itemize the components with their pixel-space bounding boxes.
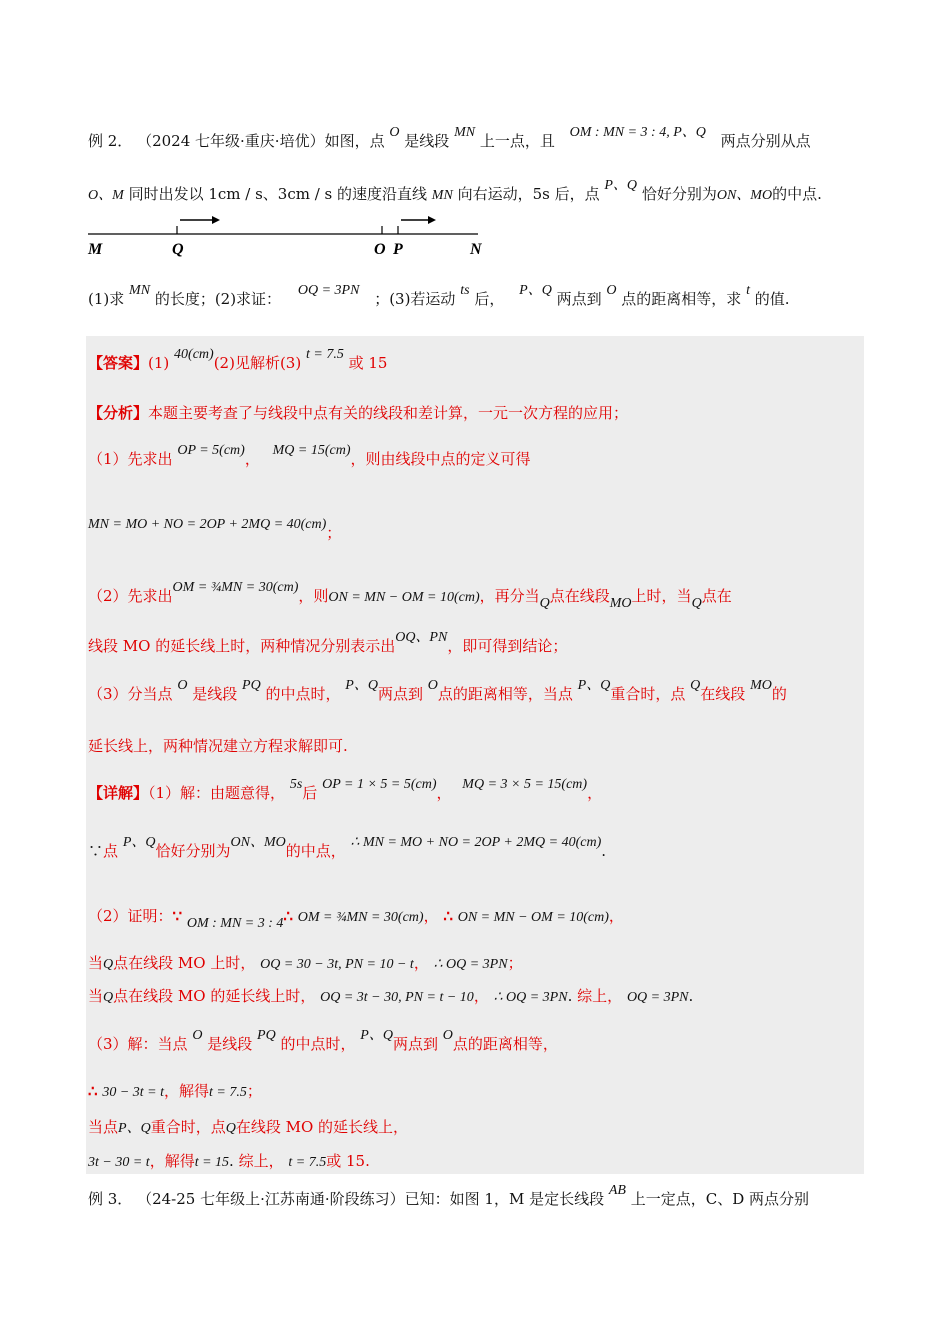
label-O: O: [374, 241, 386, 258]
detail-line2: ∵点 P、Q恰好分别为ON、MO的中点， ∴ MN = MO + NO = 2OP + 2MQ = 40(cm).: [88, 835, 607, 860]
example2-questions: (1)求 MN 的长度；(2)求证： OQ = 3PN ；(3)若运动 ts 后， P、Q 两点到 O 点的距离相等，求 t 的值.: [88, 283, 790, 308]
detail-tag: 【详解】: [88, 784, 149, 802]
math-O: O: [389, 125, 400, 140]
answer-tag: 【答案】: [88, 354, 149, 372]
detail-line1: 【详解】（1）解：由题意得， 5s后 OP = 1 × 5 = 5(cm)， MQ = 3 × 5 = 15(cm)，: [88, 777, 603, 802]
detail-line8: 当点P、Q重合时，点Q在线段 MO 的延长线上，: [88, 1118, 409, 1136]
label-M: M: [88, 241, 103, 258]
source: （2024 七年级·重庆·培优）: [137, 132, 325, 150]
detail-line5: 当Q点在线段 MO 的延长线上时， OQ = 3t − 30, PN = t − 10， ∴ OQ = 3PN. 综上， OQ = 3PN.: [88, 987, 694, 1005]
example-label: 例 2．: [88, 132, 133, 150]
detail-line6: （3）解：当点 O 是线段 PQ 的中点时， P、Q两点到 O点的距离相等，: [88, 1028, 558, 1053]
example3-line: 例 3． （24-25 七年级上·江苏南通·阶段练习）已知：如图 1，M 是定长线段 AB 上一定点，C、D 两点分别: [88, 1183, 810, 1208]
detail-line3: （2）证明：∵ OM : MN = 3 : 4∴ OM = ¾MN = 30(cm)， ∴ ON = MN − OM = 10(cm)，: [88, 907, 624, 931]
number-line-diagram: [80, 208, 500, 260]
analysis-p1: （1）先求出 OP = 5(cm)， MQ = 15(cm)，则由线段中点的定义可得: [88, 443, 531, 468]
detail-line4: 当Q点在线段 MO 上时， OQ = 30 − 3t, PN = 10 − t， ∴ OQ = 3PN；: [88, 954, 523, 972]
label-Q: Q: [172, 241, 184, 258]
analysis-p3: （3）分当点 O 是线段 PQ 的中点时， P、Q两点到 O点的距离相等，当点 P、Q重合时，点 Q在线段 MO的: [88, 678, 787, 703]
label-P: P: [393, 241, 403, 258]
detail-line7: ∴ 30 − 3t = t，解得t = 7.5；: [88, 1082, 262, 1100]
analysis-p1-formula: MN = MO + NO = 2OP + 2MQ = 40(cm)；: [88, 517, 342, 542]
answer-line: 【答案】(1) 40(cm)(2)见解析(3) t = 7.5 或 15: [88, 347, 388, 372]
example2-line2: O、M 同时出发以 1cm / s、3cm / s 的速度沿直线 MN 向右运动，5s 后，点 P、Q 恰好分别为ON、MO的中点.: [88, 178, 822, 203]
detail-line9: 3t − 30 = t，解得t = 15. 综上， t = 7.5或 15.: [88, 1152, 370, 1170]
analysis-p3-cont: 延长线上，两种情况建立方程求解即可.: [88, 737, 348, 755]
analysis-intro: 【分析】本题主要考查了与线段中点有关的线段和差计算，一元一次方程的应用；: [88, 404, 629, 422]
analysis-p2: （2）先求出OM = ¾MN = 30(cm)，则ON = MN − OM = 10(cm)，再分当Q点在线段MO上时，当Q点在: [88, 580, 732, 611]
example3-label: 例 3．: [88, 1190, 133, 1208]
example2-line1: 例 2． （2024 七年级·重庆·培优）如图，点 O 是线段 MN 上一点，且 OM : MN = 3 : 4, P、Q 两点分别从点: [88, 125, 811, 150]
label-N: N: [470, 241, 482, 258]
analysis-tag: 【分析】: [88, 404, 149, 422]
analysis-p2-cont: 线段 MO 的延长线上时，两种情况分别表示出OQ、PN，即可得到结论；: [88, 630, 568, 655]
